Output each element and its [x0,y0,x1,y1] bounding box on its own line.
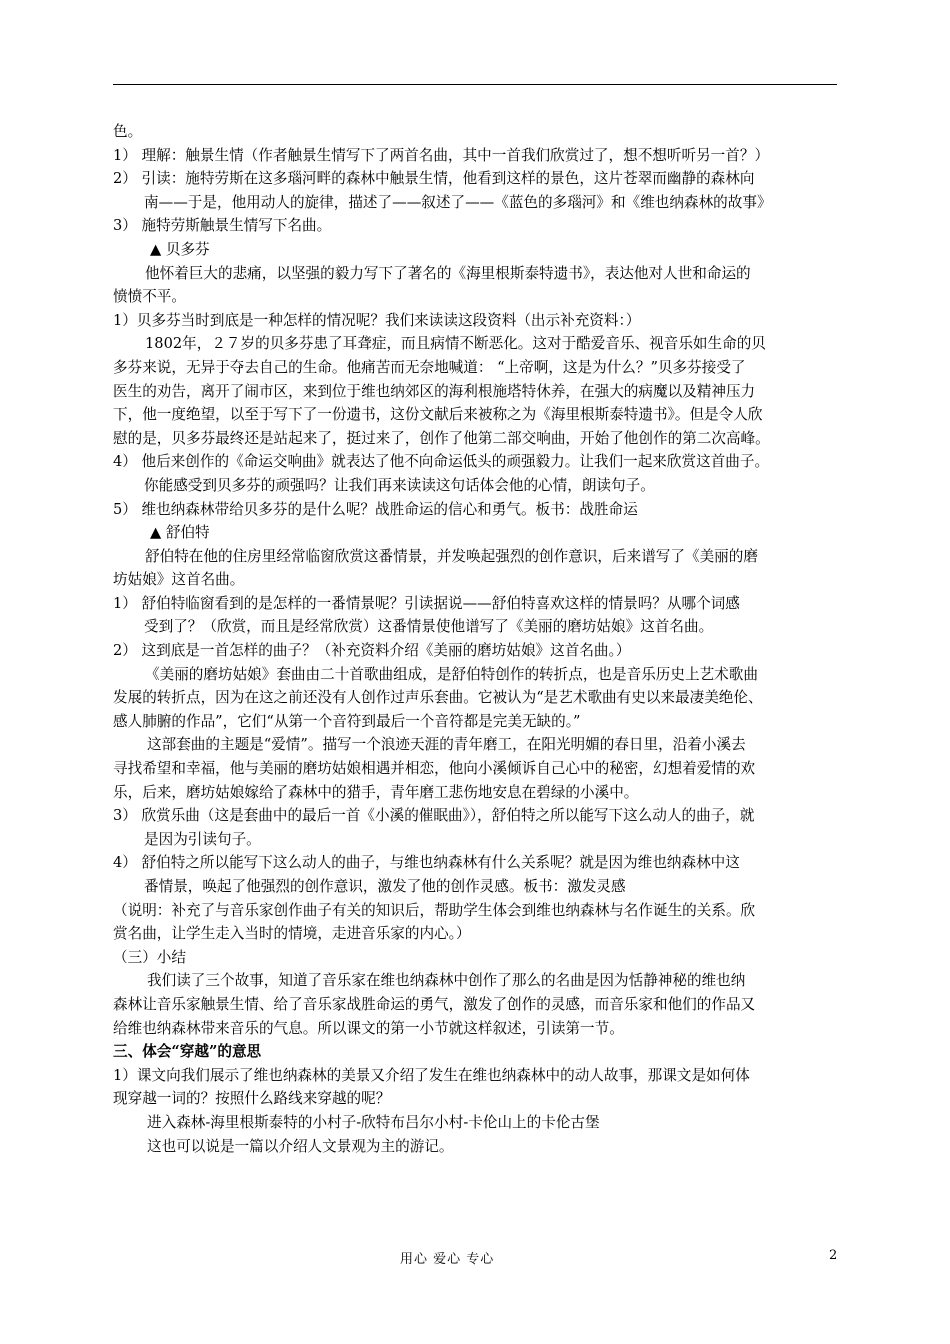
text-line: 下，他一度绝望，以至于写下了一份遗书，这份文献后来被称之为《海里根斯泰特遗书》。但是令人欣 [113,406,763,424]
text-line: 你能感受到贝多芬的顽强吗？让我们再来读读这句话体会他的心情，朗读句子。 [144,476,655,494]
text-line: 1）贝多芬当时到底是一种怎样的情况呢？我们来读读这段资料（出示补充资料：） [113,311,641,329]
text-line: 寻找希望和幸福，他与美丽的磨坊姑娘相遇并相恋，他向小溪倾诉自己心中的秘密，幻想着爱情的欢 [113,760,756,778]
footer-slogan: 用心 爱心 专心 [400,1252,495,1267]
text-line: 这也可以说是一篇以介绍人文景观为主的游记。 [147,1137,454,1155]
text-line: 我们读了三个故事，知道了音乐家在维也纳森林中创作了那么的名曲是因为恬静神秘的维也纳 [147,972,746,990]
text-line: 坊姑娘》这首名曲。 [113,571,245,589]
text-line: 《美丽的磨坊姑娘》套曲由二十首歌曲组成，是舒伯特创作的转折点，也是音乐历史上艺术歌曲 [145,665,758,683]
text-line: 慰的是，贝多芬最终还是站起来了，挺过来了，创作了他第二部交响曲，开始了他创作的第二次高峰。 [113,429,770,447]
subsection-heading-summary: （三）小结 [113,948,186,966]
page-body [113,120,843,1158]
text-line: 2） 这到底是一首怎样的曲子？（补充资料介绍《美丽的磨坊姑娘》这首名曲。） [113,642,631,660]
text-line: 乐，后来，磨坊姑娘嫁给了森林中的猎手，青年磨工悲伤地安息在碧绿的小溪中。 [113,783,639,801]
text-line: 发展的转折点，因为在这之前还没有人创作过声乐套曲。它被认为“是艺术歌曲有史以来最凄美绝伦、 [113,689,763,707]
page-number: 2 [829,1248,838,1263]
text-line: 3） 欣赏乐曲（这是套曲中的最后一首《小溪的催眠曲》），舒伯特之所以能写下这么动人的曲子，就 [113,807,755,825]
text-line: 1） 理解：触景生情（作者触景生情写下了两首名曲，其中一首我们欣赏过了，想不想听听另一首？） [113,146,770,164]
text-line: 1802年，２７岁的贝多芬患了耳聋症，而且病情不断恶化。这对于酷爱音乐、视音乐如生命的贝 [145,335,766,353]
text-line: 森林让音乐家触景生情、给了音乐家战胜命运的勇气，激发了创作的灵感，而音乐家和他们的作品又 [113,995,756,1013]
text-line: 给维也纳森林带来音乐的气息。所以课文的第一小节就这样叙述，引读第一节。 [113,1019,624,1037]
text-line: 医生的劝告，离开了闹市区，来到位于维也纳郊区的海利根施塔特休养，在强大的病魔以及精神压力 [113,382,756,400]
text-line: 南——于是，他用动人的旋律，描述了——叙述了——《蓝色的多瑙河》和《维也纳森林的故事》 [144,193,772,211]
text-line: 2） 引读：施特劳斯在这多瑙河畔的森林中触景生情，他看到这样的景色，这片苍翠而幽静的森林向 [113,170,755,188]
text-line: 赏名曲，让学生走入当时的情境，走进音乐家的内心。） [113,925,471,943]
text-line: 多芬来说，无异于夺去自己的生命。他痛苦而无奈地喊道： “上帝啊，这是为什么？”贝多芬接受了 [113,358,746,376]
text-line: 是因为引读句子。 [144,830,261,848]
text-line: 愤愤不平。 [113,288,186,306]
text-line: 1） 舒伯特临窗看到的是怎样的一番情景呢？引读据说——舒伯特喜欢这样的情景吗？从哪个词感 [113,594,740,612]
text-line: 1）课文向我们展示了维也纳森林的美景又介绍了发生在维也纳森林中的动人故事，那课文是如何体 [113,1066,750,1084]
text-line: 这部套曲的主题是“爱情”。描写一个浪迹天涯的青年磨工，在阳光明媚的春日里，沿着小溪去 [147,736,746,754]
text-line: 进入森林-海里根斯泰特的小村子-欣特布吕尔小村-卡伦山上的卡伦古堡 [147,1113,600,1131]
text-line: 5） 维也纳森林带给贝多芬的是什么呢？战胜命运的信心和勇气。板书：战胜命运 [113,500,638,518]
section-heading: 三、体会“穿越”的意思 [113,1043,262,1061]
text-line: 感人肺腑的作品”，它们“从第一个音符到最后一个音符都是完美无缺的。” [113,712,581,730]
section-marker-schubert: ▲ 舒伯特 [150,524,210,542]
text-line: 4） 舒伯特之所以能写下这么动人的曲子，与维也纳森林有什么关系呢？就是因为维也纳森林中这 [113,854,740,872]
section-marker-beethoven: ▲ 贝多芬 [150,240,210,258]
text-line: 3） 施特劳斯触景生情写下名曲。 [113,217,332,235]
text-line: （说明：补充了与音乐家创作曲子有关的知识后，帮助学生体会到维也纳森林与名作诞生的关系。欣 [113,901,756,919]
text-line: 舒伯特在他的住房里经常临窗欣赏这番情景，并发唤起强烈的创作意识，后来谱写了《美丽的磨 [145,547,758,565]
text-line: 番情景，唤起了他强烈的创作意识，激发了他的创作灵感。板书：激发灵感 [144,878,626,895]
header-rule [113,84,837,85]
text-line: 他怀着巨大的悲痛，以坚强的毅力写下了著名的《海里根斯泰特遗书》，表达他对人世和命运的 [145,264,751,282]
text-line: 色。 [113,123,143,140]
text-line: 4） 他后来创作的《命运交响曲》就表达了他不向命运低头的顽强毅力。让我们一起来欣赏这首曲子。 [113,453,770,471]
text-line: 现穿越一词的？按照什么路线来穿越的呢？ [113,1090,391,1108]
text-line: 受到了？（欣赏，而且是经常欣赏）这番情景使他谱写了《美丽的磨坊姑娘》这首名曲。 [144,618,714,636]
